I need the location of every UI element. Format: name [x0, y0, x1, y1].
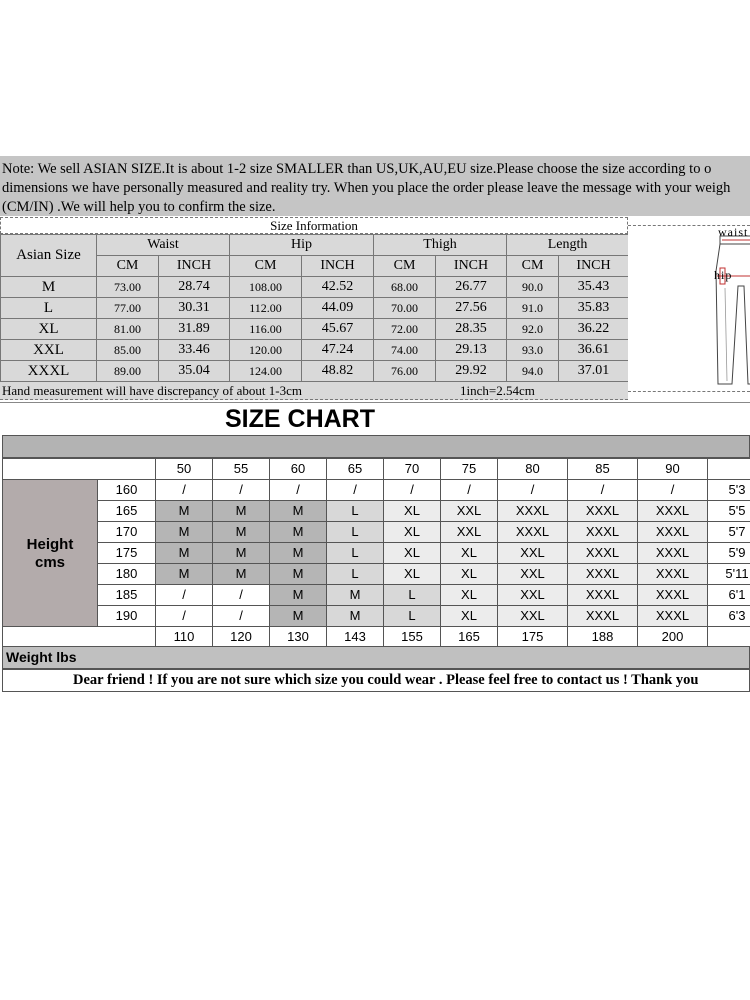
size-cell: /: [497, 479, 568, 501]
measurement-cell: 81.00: [97, 319, 159, 340]
size-cell: XXXL: [567, 563, 638, 585]
size-cell: /: [637, 479, 708, 501]
measurement-cell: 28.35: [436, 319, 507, 340]
measurement-cell: 68.00: [374, 277, 436, 298]
size-cell: M: [269, 605, 327, 627]
size-cell: /: [383, 479, 441, 501]
size-cell: XXL: [497, 605, 568, 627]
size-cell: XL: [383, 542, 441, 564]
note-line-1: Note: We sell ASIAN SIZE.It is about 1-2 size SMALLER than US,UK,AU,EU size.Please choose the size according to o: [2, 161, 712, 177]
measurement-cell: 89.00: [97, 361, 159, 382]
size-cell: L: [326, 563, 384, 585]
size-information-footer: [0, 382, 628, 400]
measurement-cell: 73.00: [97, 277, 159, 298]
measurement-cell: 28.74: [159, 277, 230, 298]
measurement-cell: 85.00: [97, 340, 159, 361]
size-cell: M: [326, 584, 384, 606]
size-cell: L: [326, 542, 384, 564]
note-line-2: dimensions we have personally measured and reality try. When you place the order please leave the message with your weigh: [2, 180, 731, 196]
weight-kg-cell: 50: [155, 458, 213, 480]
height-cm-cell: 170: [97, 521, 156, 543]
size-cell: XXXL: [567, 584, 638, 606]
size-cell: XL: [440, 584, 498, 606]
length-header: Length: [507, 235, 629, 256]
size-cell: M: [269, 542, 327, 564]
size-cell: XXL: [440, 500, 498, 522]
size-cell: XXXL: [637, 500, 708, 522]
measurement-cell: 124.00: [230, 361, 302, 382]
size-cell: M: [155, 563, 213, 585]
measurement-table: [0, 234, 629, 382]
size-cell: XXL: [497, 563, 568, 585]
weight-lbs-cell: 143: [326, 626, 384, 648]
height-cm-cell: 175: [97, 542, 156, 564]
inch-conversion-note: 1inch=2.54cm: [460, 383, 535, 398]
height-cms-label: [2, 479, 98, 627]
size-note: [0, 156, 750, 216]
measurement-cell: 92.0: [507, 319, 559, 340]
measurement-cell: 29.13: [436, 340, 507, 361]
size-cell: /: [155, 605, 213, 627]
size-cell: XXXL: [497, 500, 568, 522]
measurement-cell: 33.46: [159, 340, 230, 361]
measurement-cell: 94.0: [507, 361, 559, 382]
measurement-cell: 35.43: [559, 277, 629, 298]
size-cell: M: [212, 542, 270, 564]
measurement-cell: 70.00: [374, 298, 436, 319]
size-cell: XL: [440, 605, 498, 627]
measurement-cell: 45.67: [302, 319, 374, 340]
size-cell: XL: [383, 563, 441, 585]
size-cell: XXL: [497, 584, 568, 606]
waist-header: Waist: [97, 235, 230, 256]
size-cell: L: [326, 500, 384, 522]
height-feet-cell: 5'11: [707, 563, 750, 585]
discrepancy-note: Hand measurement will have discrepancy of about 1-3cm: [2, 383, 302, 398]
measurement-cell: 35.04: [159, 361, 230, 382]
measurement-cell: 26.77: [436, 277, 507, 298]
measurement-cell: 37.01: [559, 361, 629, 382]
weight-kg-cell: 85: [567, 458, 638, 480]
size-cell: XXXL: [637, 605, 708, 627]
asian-size-header: Asian Size: [1, 235, 97, 277]
measurement-cell: 30.31: [159, 298, 230, 319]
measurement-cell: 93.0: [507, 340, 559, 361]
size-row: [1, 277, 629, 298]
weight-kg-cell: 65: [326, 458, 384, 480]
measurement-cell: 90.0: [507, 277, 559, 298]
size-cell: /: [212, 605, 270, 627]
size-cell: XXXL: [567, 521, 638, 543]
size-cell: XL: [383, 521, 441, 543]
height-feet-cell: 5'3: [707, 479, 750, 501]
height-cm-cell: 180: [97, 563, 156, 585]
size-cell: M: [269, 563, 327, 585]
size-label: L: [1, 298, 97, 319]
size-row: [1, 361, 629, 382]
size-row: [1, 298, 629, 319]
measurement-cell: 91.0: [507, 298, 559, 319]
size-cell: M: [155, 521, 213, 543]
height-feet-cell: 5'5: [707, 500, 750, 522]
size-cell: XXXL: [637, 521, 708, 543]
weight-kg-cell: 75: [440, 458, 498, 480]
size-cell: /: [155, 479, 213, 501]
weight-lbs-cell: 130: [269, 626, 327, 648]
size-cell: /: [567, 479, 638, 501]
size-label: M: [1, 277, 97, 298]
hip-header: Hip: [230, 235, 374, 256]
weight-lbs-cell: 175: [497, 626, 568, 648]
measurement-cell: 77.00: [97, 298, 159, 319]
size-chart-band: [2, 435, 750, 458]
size-cell: M: [269, 500, 327, 522]
lbs-row-end-blank: [707, 626, 750, 648]
unit-header: INCH: [436, 256, 507, 277]
size-cell: XXXL: [567, 500, 638, 522]
size-cell: XXXL: [567, 542, 638, 564]
weight-lbs-cell: 188: [567, 626, 638, 648]
size-label: XXL: [1, 340, 97, 361]
size-cell: XL: [440, 563, 498, 585]
size-cell: XXL: [440, 521, 498, 543]
height-cm-cell: 190: [97, 605, 156, 627]
weight-lbs-cell: 165: [440, 626, 498, 648]
size-cell: XXL: [497, 542, 568, 564]
measurement-cell: 42.52: [302, 277, 374, 298]
size-cell: XXXL: [637, 563, 708, 585]
unit-header: INCH: [559, 256, 629, 277]
size-cell: L: [383, 584, 441, 606]
height-feet-cell: 6'3: [707, 605, 750, 627]
waist-label: waist: [718, 225, 749, 239]
pants-illustration: [628, 226, 750, 392]
measurement-cell: 116.00: [230, 319, 302, 340]
thigh-header: Thigh: [374, 235, 507, 256]
measurement-cell: 27.56: [436, 298, 507, 319]
size-cell: M: [155, 542, 213, 564]
height-cm-cell: 165: [97, 500, 156, 522]
size-row: [1, 319, 629, 340]
weight-lbs-cell: 120: [212, 626, 270, 648]
measurement-cell: 35.83: [559, 298, 629, 319]
height-label-text: Height: [26, 535, 74, 553]
unit-header: INCH: [302, 256, 374, 277]
weight-lbs-label: Weight lbs: [2, 646, 750, 669]
size-cell: M: [212, 500, 270, 522]
weight-kg-cell: 70: [383, 458, 441, 480]
weight-kg-cell: 55: [212, 458, 270, 480]
size-cell: XXXL: [637, 542, 708, 564]
pants-measurement-diagram: [628, 225, 750, 392]
unit-header: CM: [97, 256, 159, 277]
size-cell: /: [269, 479, 327, 501]
measurement-cell: 47.24: [302, 340, 374, 361]
size-cell: /: [212, 479, 270, 501]
measurement-cell: 36.22: [559, 319, 629, 340]
measurement-cell: 31.89: [159, 319, 230, 340]
note-line-3: (CM/IN) .We will help you to confirm the size.: [2, 199, 276, 215]
size-cell: M: [212, 521, 270, 543]
size-cell: XL: [383, 500, 441, 522]
cms-label-text: cms: [34, 553, 66, 571]
size-cell: L: [326, 521, 384, 543]
weight-kg-cell: 80: [497, 458, 568, 480]
lbs-row-blank: [2, 626, 156, 648]
measurement-cell: 74.00: [374, 340, 436, 361]
size-label: XXXL: [1, 361, 97, 382]
height-feet-cell: 6'1: [707, 584, 750, 606]
measurement-cell: 120.00: [230, 340, 302, 361]
measurement-cell: 48.82: [302, 361, 374, 382]
height-cm-cell: 185: [97, 584, 156, 606]
size-cell: M: [269, 521, 327, 543]
height-cm-cell: 160: [97, 479, 156, 501]
measurement-cell: 29.92: [436, 361, 507, 382]
size-cell: M: [269, 584, 327, 606]
size-cell: XXXL: [497, 521, 568, 543]
measurement-cell: 76.00: [374, 361, 436, 382]
measurement-cell: 108.00: [230, 277, 302, 298]
size-cell: L: [383, 605, 441, 627]
size-information-title: Size Information: [0, 217, 628, 234]
weight-lbs-cell: 155: [383, 626, 441, 648]
size-label: XL: [1, 319, 97, 340]
weight-lbs-cell: 200: [637, 626, 708, 648]
size-cell: M: [155, 500, 213, 522]
size-cell: M: [212, 563, 270, 585]
feet-header-blank: [707, 458, 750, 480]
size-cell: /: [212, 584, 270, 606]
size-cell: /: [326, 479, 384, 501]
contact-note: Dear friend ! If you are not sure which size you could wear . Please feel free to contact us ! Thank you: [2, 669, 750, 692]
size-row: [1, 340, 629, 361]
size-cell: XL: [440, 542, 498, 564]
weight-kg-cell: 60: [269, 458, 327, 480]
weight-kg-cell: 90: [637, 458, 708, 480]
size-cell: XXXL: [637, 584, 708, 606]
size-cell: M: [326, 605, 384, 627]
height-feet-cell: 5'9: [707, 542, 750, 564]
weight-lbs-cell: 110: [155, 626, 213, 648]
size-cell: /: [440, 479, 498, 501]
weight-header-blank: [2, 458, 156, 480]
unit-header: INCH: [159, 256, 230, 277]
hip-label: hip: [714, 268, 733, 282]
size-cell: /: [155, 584, 213, 606]
measurement-cell: 72.00: [374, 319, 436, 340]
measurement-cell: 112.00: [230, 298, 302, 319]
measurement-cell: 36.61: [559, 340, 629, 361]
size-information-table: [0, 217, 628, 400]
height-feet-cell: 5'7: [707, 521, 750, 543]
size-chart-title: SIZE CHART: [0, 402, 750, 435]
measurement-cell: 44.09: [302, 298, 374, 319]
unit-header: CM: [230, 256, 302, 277]
size-cell: XXXL: [567, 605, 638, 627]
unit-header: CM: [374, 256, 436, 277]
unit-header: CM: [507, 256, 559, 277]
